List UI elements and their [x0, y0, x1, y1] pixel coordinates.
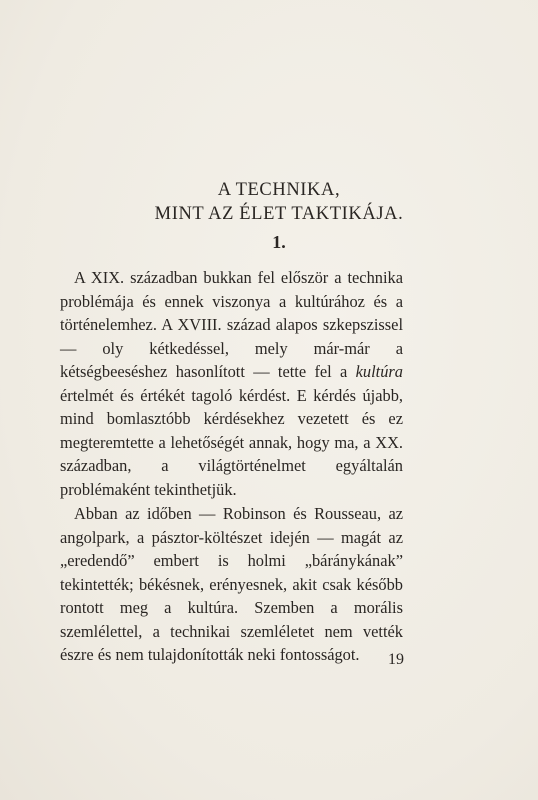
paragraph-1-part-1: A XIX. században bukkan fel először a technika problémája és ennek viszonya a kultúrához és a történelemhez. A XVIII. század alapos szkepszissel — oly kétkedéssel, mely már-már a kétségbeeséshez hasonlított — tette fel a [60, 268, 403, 381]
paragraph-1 [60, 266, 403, 501]
chapter-title [60, 178, 498, 226]
paragraph-2: Abban az időben — Robinson és Rousseau, az angolpark, a pásztor-költészet idején — magát az „eredendő” embert is holmi „báránykának” tekintették; békésnek, erényesnek, akit csak később rontott meg a kultúra. Szemben a morális szemlélettel, a technikai szemléletet nem vették észre és nem tulajdonították neki fontosságot. [60, 504, 403, 664]
chapter-title-line-2: MINT AZ ÉLET TAKTIKÁJA. [154, 204, 404, 224]
page-number: 19 [388, 651, 404, 668]
section-number: 1. [272, 232, 286, 252]
body-text [60, 266, 403, 667]
paragraph-1-emphasis: kultúra [355, 362, 403, 381]
paragraph-1-part-2: értelmét és értékét tagoló kérdést. E kérdés újabb, mind bomlasztóbb kérdésekhez vezetett és ez megteremtette a lehetőségét annak, hogy ma, a XX. században, a világtörténelmet egyáltalán problémaként tekinthetjük. [60, 385, 403, 499]
chapter-title-line-1: A TECHNIKA, [217, 180, 341, 200]
